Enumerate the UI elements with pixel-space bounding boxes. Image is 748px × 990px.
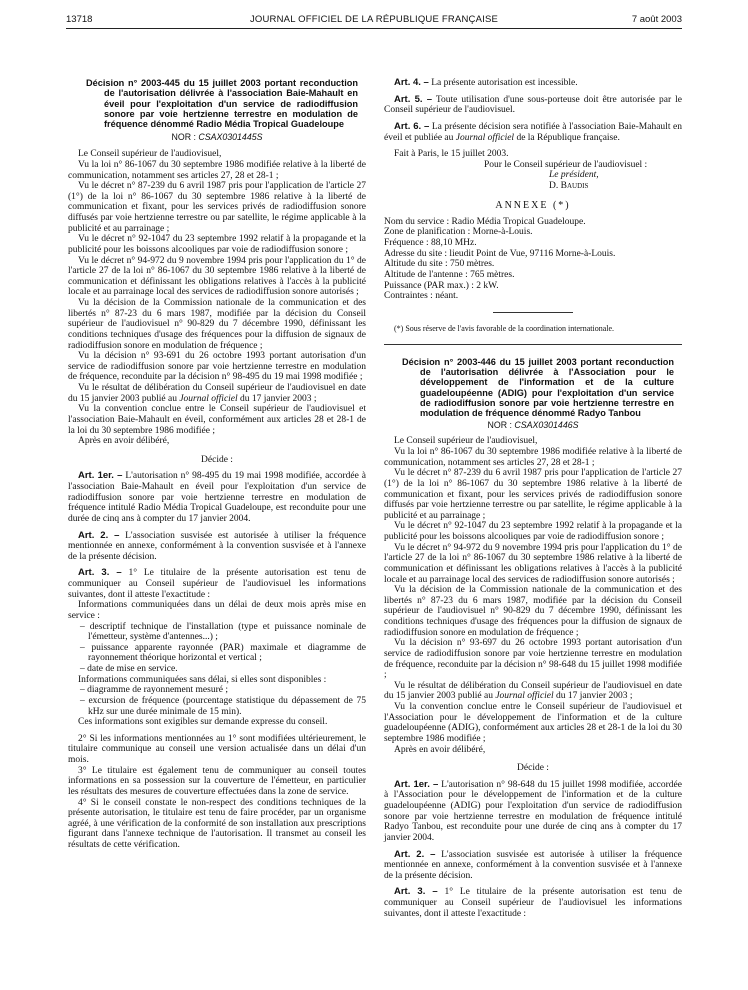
signature-line-1: Pour le Conseil supérieur de l'audiovisuel : [484, 159, 648, 170]
separator-full [384, 344, 682, 345]
header-rule [66, 28, 682, 29]
annexe-item: Zone de planification : Morne-à-Louis. [384, 227, 533, 238]
article-3: Art. 3. – 1° Le titulaire de la présente autorisation est tenu de communiquer au Conseil supérieur de l'audiovisuel les informations suivantes, dont il atteste l'exactitude : [68, 567, 366, 600]
page-number: 13718 [66, 14, 93, 25]
list-item: – descriptif technique de l'installation (type et puissance nominale de l'émetteur, système d'antennes...) ; [80, 621, 366, 643]
signature-line-2: Le président, [549, 170, 599, 181]
annexe-item: Altitude du site : 750 mètres. [384, 259, 495, 270]
decision-title-446: Décision n° 2003-446 du 15 juillet 2003 portant reconduction de l'autorisation délivrée à l'Association pour le développement de l'information et de la culture guadeloupéenne (ADIG) pour l'exploitation d'un service de radiodiffusion sonore par voie hertzienne terrestre en modulation de fréquence dénommé Radyo Tanbou [402, 356, 674, 419]
annexe-item: Contraintes : néant. [384, 291, 459, 302]
annexe-item: Puissance (PAR max.) : 2 kW. [384, 280, 499, 291]
list-item: – puissance apparente rayonnée (PAR) maximale et diagramme de rayonnement théorique horizontal et vertical ; [80, 642, 366, 664]
nor-reference-446: NOR : CSAX0301446S [487, 419, 579, 430]
decision-title-445: Décision n° 2003-445 du 15 juillet 2003 portant reconduction de l'autorisation délivrée à l'association Baie-Mahault en éveil pour l'exploitation d'un service de radiodiffusion sonore par voie hertzienne terrestre en modulation de fréquence dénommé Radio Média Tropical Guadeloupe [86, 78, 358, 130]
article-4: Art. 4. – La présente autorisation est incessible. [394, 77, 578, 88]
annexe-item: Adresse du site : lieudit Point de Vue, 97116 Morne-à-Louis. [384, 248, 616, 259]
footnote: (*) Sous réserve de l'avis favorable de la coordination internationale. [394, 323, 615, 333]
article-3: Art. 3. – 1° Le titulaire de la présente autorisation est tenu de communiquer au Conseil supérieur de l'audiovisuel les informations suivantes, dont il atteste l'exactitude : [384, 886, 682, 919]
paragraph: Vu le résultat de délibération du Conseil supérieur de l'audiovisuel en date du 15 janvier 2003 publié au Journal officiel du 17 janvier 2003 ; [384, 680, 682, 702]
annexe-item: Altitude de l'antenne : 765 mètres. [384, 269, 515, 280]
article-1: Art. 1er. – L'autorisation n° 98-495 du 19 mai 1998 modifiée, accordée à l'association Baie-Mahault en éveil pour l'exploitation d'un service de radiodiffusion sonore par voie hertzienne terrestre en modulation de fréquence intitulé Radio Média Tropical Guadeloupe, est reconduite pour une durée de cinq ans à compter du 17 janvier 2004. [68, 470, 366, 524]
paragraph: Vu le résultat de délibération du Conseil supérieur de l'audiovisuel en date du 15 janvier 2003 publié au Journal officiel du 17 janvier 2003 ; [68, 383, 366, 404]
paragraph: 3° Le titulaire est également tenu de communiquer au conseil toutes informations en sa possession sur la couverture de l'émetteur, en particulier les résultats des mesures de couverture effectuées dans la zone de service. [68, 765, 366, 797]
paragraph: Vu le décret n° 94-972 du 9 novembre 1994 pris pour l'application du 1° de l'article 27 de la loi n° 86-1067 du 30 septembre 1986 relative à la liberté de communication et définissant les obligations relatives à l'accès à la publicité locale et au parrainage local des services de radiodiffusion sonore autorisés ; [68, 255, 366, 298]
paragraph: Vu le décret n° 87-239 du 6 avril 1987 pris pour l'application de l'article 27 (1°) de la loi n° 86-1067 du 30 septembre 1986 relative à la liberté de communication et fixant, pour les services privés de radiodiffusion sonore diffusés par voie hertzienne terrestre ou par satellite, le régime applicable à la publicité et au parrainage ; [384, 468, 682, 521]
article-2: Art. 2. – L'association susvisée est autorisée à utiliser la fréquence mentionnée en annexe, conformément à la convention susvisée et à l'annexe de la présente décision. [384, 848, 682, 881]
left-column [68, 78, 366, 851]
paragraph: Vu la décision de la Commission nationale de la communication et des libertés n° 87-23 du 6 mars 1987, modifiée par la décision du Conseil supérieur de l'audiovisuel n° 90-829 du 7 décembre 1990, définissant les conditions techniques d'usage des fréquences pour la diffusion de signaux de radiodiffusion sonore en modulation de fréquence ; [384, 585, 682, 638]
paragraph: Vu le décret n° 87-239 du 6 avril 1987 pris pour l'application de l'article 27 (1°) de la loi n° 86-1067 du 30 septembre 1986 relative à la liberté de communication et fixant, pour les services privés de radiodiffusion sonore diffusés par voie hertzienne terrestre ou par satellite, le régime applicable à la publicité et au parrainage ; [68, 181, 366, 234]
article-5: Art. 5. – Toute utilisation d'une sous-porteuse doit être autorisée par le Conseil supérieur de l'audiovisuel. [384, 93, 682, 116]
paragraph: Vu la décision n° 93-697 du 26 octobre 1993 portant autorisation d'un service de radiodiffusion sonore par voie hertzienne terrestre en modulation de fréquence, reconduite par la décision n° 98-648 du 15 juillet 1998 modifiée ; [384, 638, 682, 681]
right-column [384, 78, 682, 919]
paragraph: 4° Si le conseil constate le non-respect des conditions techniques de la présente autorisation, le titulaire est tenu de faire procéder, par un organisme agréé, à une vérification de la conformité de son installation aux prescriptions figurant dans l'annexe technique de l'autorisation. Il transmet au conseil les résultats de cette vérification. [68, 797, 366, 851]
journal-title: JOURNAL OFFICIEL DE LA RÉPUBLIQUE FRANÇAISE [249, 14, 499, 25]
paragraph: Le Conseil supérieur de l'audiovisuel, [394, 436, 538, 447]
article-6: Art. 6. – La présente décision sera notifiée à l'association Baie-Mahault en éveil et publiée au Journal officiel de la République française. [384, 120, 682, 143]
signing-place-date: Fait à Paris, le 15 juillet 2003. [394, 149, 509, 160]
annexe-heading: ANNEXE (*) [495, 199, 571, 211]
paragraph: Vu la décision n° 93-691 du 26 octobre 1993 portant autorisation d'un service de radiodiffusion sonore par voie hertzienne terrestre en modulation de fréquence, reconduite par la décision n° 98-495 du 19 mai 1998 modifiée ; [68, 351, 366, 383]
paragraph: Vu la décision de la Commission nationale de la communication et des libertés n° 87-23 du 6 mars 1987, modifiée par la décision du Conseil supérieur de l'audiovisuel n° 90-829 du 7 décembre 1990, définissant les conditions techniques d'usage des fréquences pour la diffusion de signaux de radiodiffusion sonore en modulation de fréquence ; [68, 298, 366, 351]
paragraph: Ces informations sont exigibles sur demande expresse du conseil. [78, 717, 328, 728]
paragraph: Vu la loi n° 86-1067 du 30 septembre 1986 modifiée relative à la liberté de communication, notamment ses articles 27, 28 et 28-1 ; [384, 447, 682, 468]
decide-heading: Décide : [517, 763, 549, 774]
paragraph: Le Conseil supérieur de l'audiovisuel, [78, 149, 222, 160]
paragraph: Vu la convention conclue entre le Conseil supérieur de l'audiovisuel et l'association Baie-Mahault en éveil, conformément aux articles 28 et 28-1 de la loi du 30 septembre 1986 modifiée ; [68, 404, 366, 436]
page-header [66, 12, 682, 28]
paragraph: Vu le décret n° 92-1047 du 23 septembre 1992 relatif à la propagande et la publicité pour les boissons alcooliques par voie de radiodiffusion sonore ; [384, 521, 682, 543]
nor-reference-445: NOR : CSAX0301445S [171, 132, 263, 143]
list-item: – excursion de fréquence (pourcentage statistique du dépassement de 75 kHz sur une durée minimale de 15 min). [80, 695, 366, 717]
issue-date: 7 août 2003 [631, 14, 682, 25]
separator-short [493, 312, 573, 313]
paragraph: Après en avoir délibéré, [394, 744, 486, 755]
paragraph: Informations communiquées sans délai, si elles sont disponibles : [78, 674, 327, 685]
paragraph: Vu la loi n° 86-1067 du 30 septembre 1986 modifiée relative à la liberté de communication, notamment ses articles 27, 28 et 28-1 ; [68, 159, 366, 181]
paragraph: 2° Si les informations mentionnées au 1° sont modifiées ultérieurement, le titulaire communique au conseil une version actualisée dans un délai d'un mois. [68, 733, 366, 766]
article-1: Art. 1er. – L'autorisation n° 98-648 du 15 juillet 1998 modifiée, accordée à l'Association pour le développement de l'information et de la culture guadeloupéenne (ADIG) pour l'exploitation d'un service de radiodiffusion sonore par voie hertzienne terrestre en modulation de fréquence intitulé Radyo Tanbou, est reconduite pour une durée de cinq ans à compter du 17 janvier 2004. [384, 778, 682, 843]
paragraph: Informations communiquées dans un délai de deux mois après mise en service : [68, 600, 366, 621]
paragraph: Vu la convention conclue entre le Conseil supérieur de l'audiovisuel et l'Association pour le développement de l'information et de la culture guadeloupéenne (ADIG), conformément aux articles 28 et 28-1 de la loi du 30 septembre 1986 modifiée ; [384, 702, 682, 744]
paragraph: Vu le décret n° 92-1047 du 23 septembre 1992 relatif à la propagande et la publicité pour les boissons alcooliques par voie de radiodiffusion sonore ; [68, 234, 366, 255]
annexe-item: Fréquence : 88,10 MHz. [384, 238, 477, 249]
decide-heading: Décide : [201, 454, 233, 465]
article-2: Art. 2. – L'association susvisée est autorisée à utiliser la fréquence mentionnée en annexe, conformément à la convention susvisée et à l'annexe de la présente décision. [68, 529, 366, 562]
paragraph: Vu le décret n° 94-972 du 9 novembre 1994 pris pour l'application du 1° de l'article 27 de la loi n° 86-1067 du 30 septembre 1986 relative à la liberté de communication et définissant les obligations relatives à l'accès à la publicité locale et au parrainage local des services de radiodiffusion sonore autorisés ; [384, 542, 682, 585]
list-item: – date de mise en service. [80, 664, 178, 675]
list-item: – diagramme de rayonnement mesuré ; [80, 685, 228, 696]
annexe-item: Nom du service : Radio Média Tropical Guadeloupe. [384, 216, 586, 227]
paragraph: Après en avoir délibéré, [78, 436, 170, 447]
signature-name: D. Baudis [549, 181, 589, 191]
